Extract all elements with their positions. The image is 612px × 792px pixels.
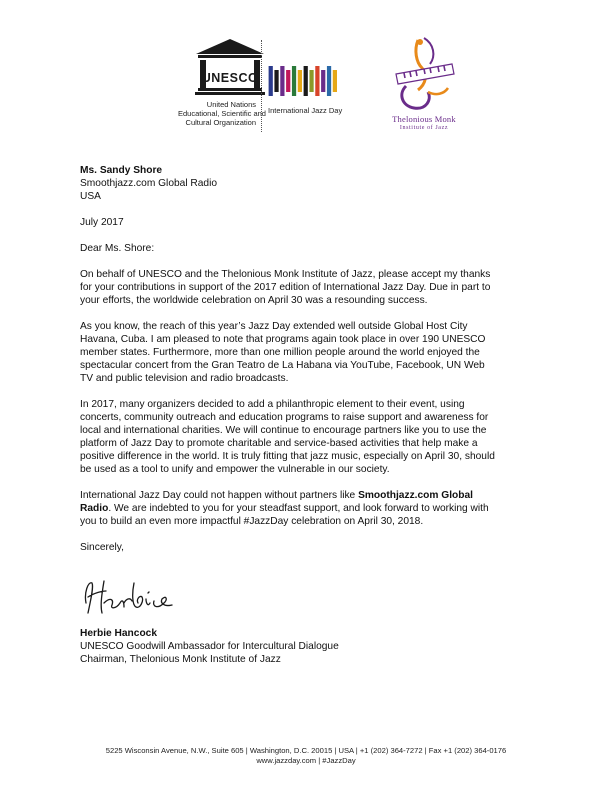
unesco-line: United Nations: [206, 100, 256, 109]
piano-key-bar: [333, 70, 337, 92]
paragraph-line: [80, 502, 542, 515]
monk-institute-name: Thelonious Monk: [392, 114, 456, 124]
letter-body: [80, 164, 542, 554]
signer-title: Chairman, Thelonious Monk Institute of Jazz: [80, 654, 281, 665]
piano-key-bar: [327, 66, 331, 96]
paragraph-text: International Jazz Day could not happen without partners like: [80, 490, 359, 501]
recipient-name: Ms. Sandy Shore: [80, 165, 163, 176]
unesco-line: Educational, Scientific and: [178, 109, 266, 118]
unesco-line: Cultural Organization: [185, 118, 256, 127]
footer-address: 5225 Wisconsin Avenue, N.W., Suite 605 | Washington, D.C. 20015 | USA | +1 (202) 364-7272 | Fax +1 (202) 364-0176: [105, 746, 507, 755]
paragraph-line: Havana, Cuba. I am pleased to note that programs again took place in over 190 UNESCO: [80, 334, 486, 345]
paragraph-text: . We are indebted to you for your steadfast support, and look forward to working with: [108, 503, 489, 514]
saxophone-piano-icon: [388, 34, 460, 114]
paragraph-3: [80, 398, 542, 476]
paragraph-line: local and international charities. We will continue to encourage partners like you to use the: [80, 425, 487, 436]
piano-key-bar: [315, 66, 319, 96]
jazz-day-label: International Jazz Day: [268, 106, 343, 115]
partner-name: Radio: [80, 503, 109, 514]
paragraph-line: In 2017, many organizers decided to add a philanthropic element to their event, using: [80, 399, 465, 410]
recipient-organization: Smoothjazz.com Global Radio: [80, 178, 218, 189]
paragraph-line: spectacular concert from the Gran Teatro de La Habana via YouTube, Facebook, UN Web: [80, 360, 485, 371]
paragraph-2: [80, 320, 542, 385]
signer-title: UNESCO Goodwill Ambassador for Intercultural Dialogue: [80, 641, 339, 652]
paragraph-line: your efforts, the worldwide celebration on April 30 was a resounding success.: [80, 295, 428, 306]
piano-keys-icon: [268, 66, 338, 96]
piano-key-bar: [274, 70, 278, 92]
unesco-wordmark: UNESCO: [201, 71, 259, 85]
letter-date: July 2017: [80, 217, 124, 228]
closing: Sincerely,: [80, 542, 124, 553]
piano-key-bar: [280, 66, 284, 96]
unesco-temple-icon: [194, 38, 266, 96]
salutation: Dear Ms. Shore:: [80, 243, 155, 254]
monk-institute-subtitle: Institute of Jazz: [399, 125, 449, 131]
piano-key-bar: [304, 66, 308, 96]
paragraph-line: for your contributions in support of the 2017 edition of International Jazz Day. Due in part to: [80, 282, 491, 293]
signature: [80, 573, 220, 617]
piano-key-bar: [286, 70, 290, 92]
footer-web: www.jazzday.com | #JazzDay: [256, 756, 356, 765]
unesco-org-name: [178, 100, 266, 127]
paragraph-1: [80, 268, 542, 307]
partner-name: Smoothjazz.com Global: [358, 490, 473, 501]
signer-block: [80, 627, 339, 666]
paragraph-line: On behalf of UNESCO and the Thelonious Monk Institute of Jazz, please accept my thanks: [80, 269, 491, 280]
piano-key-bar: [298, 70, 302, 92]
paragraph-line: TV and public television and radio broadcasts.: [80, 373, 289, 384]
paragraph-line: positive difference in the world. It is truly fitting that jazz music, especially on April 30, should: [80, 451, 495, 462]
piano-key-bar: [269, 66, 273, 96]
monk-institute-logo: [378, 34, 470, 134]
recipient-country: USA: [80, 191, 101, 202]
piano-key-bar: [292, 66, 296, 96]
paragraph-line: be used as a tool to unify and empower the vulnerable in our society.: [80, 464, 390, 475]
piano-key-bar: [321, 70, 325, 92]
paragraph-line: member states. Furthermore, more than one million people around the world enjoyed the: [80, 347, 480, 358]
letter-footer: [0, 746, 612, 766]
header-divider: [261, 40, 262, 132]
paragraph-line: [80, 489, 542, 502]
piano-key-bar: [309, 70, 313, 92]
paragraph-4: [80, 489, 542, 528]
signer-name: Herbie Hancock: [80, 628, 158, 639]
paragraph-line: concerts, community outreach and education programs to raise support and awareness for: [80, 412, 489, 423]
paragraph-line: you to build an even more impactful #JazzDay celebration on April 30, 2018.: [80, 516, 424, 527]
paragraph-line: platform of Jazz Day to promote charitable and service-based activities that help make a: [80, 438, 478, 449]
paragraph-line: As you know, the reach of this year’s Jazz Day extended well outside Global Host City: [80, 321, 468, 332]
